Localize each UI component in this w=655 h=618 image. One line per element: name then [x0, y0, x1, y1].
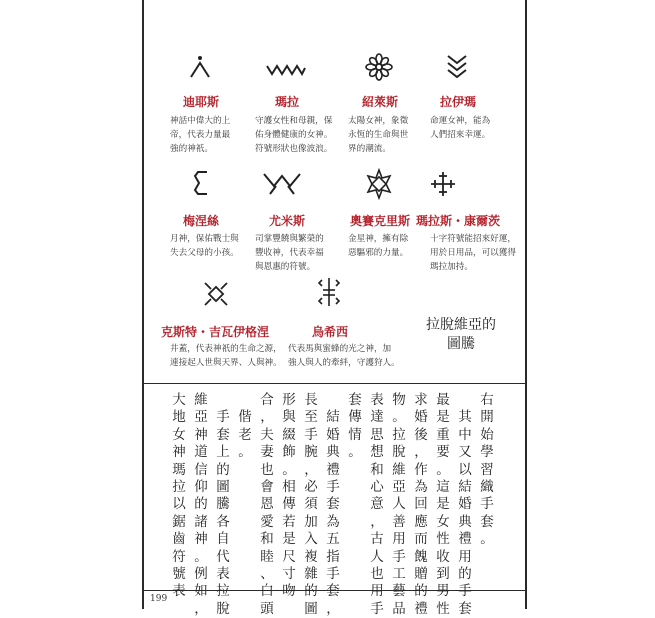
caret-icon: [188, 55, 212, 79]
deity-name-8: 克斯特・吉瓦伊格涅: [160, 325, 270, 339]
text-column: 偕 老 。: [238, 409, 252, 461]
deity-name-5: 尤米斯: [268, 214, 306, 228]
deity-desc-5: 司掌豐饒與繁榮的 豐收神，代表幸福 與恩惠的符號。: [255, 234, 324, 272]
deity-desc-2: 太陽女神，象徵 永恆的生命與世 界的潮流。: [348, 116, 409, 154]
text-column: 合 ， 夫 妻 也 會 恩 愛 和 睦 、 白 頭: [260, 392, 274, 617]
bracket-icon: [193, 170, 209, 196]
deity-desc-0: 神話中偉大的上 帝，代表力量最 強的神祇。: [170, 116, 231, 154]
deity-name-7: 瑪拉斯・康爾茨: [415, 214, 501, 228]
deity-name-1: 瑪拉: [274, 95, 300, 109]
text-column: 其 中 又 以 結 婚 典 禮 用 的 手 套: [458, 409, 472, 617]
deity-name-4: 梅涅絲: [182, 214, 220, 228]
frame-divider: [143, 383, 526, 384]
page-number: 199: [150, 594, 168, 604]
wave-icon: [266, 62, 306, 76]
text-column: 套 傳 情 。: [348, 392, 362, 461]
text-column: 大 地 女 神 瑪 拉 以 鋸 齒 符 號 表: [172, 392, 186, 600]
cross-icon: [429, 170, 457, 198]
flower-icon: [365, 53, 393, 81]
deity-name-0: 迪耶斯: [182, 95, 220, 109]
frame-left-border: [142, 0, 144, 609]
text-column: 形 與 綴 飾 。 相 傳 若 是 尺 寸 吻: [282, 392, 296, 600]
text-column: 長 至 手 腕 ， 必 須 加 入 複 雜 的 圖: [304, 392, 318, 617]
text-column: 手 套 上 的 圖 騰 各 自 代 表 拉 脫: [216, 409, 230, 617]
deity-name-3: 拉伊瑪: [439, 95, 477, 109]
text-column: 結 婚 典 禮 手 套 為 五 指 手 套 ，: [326, 409, 340, 617]
text-column: 維 亞 神 道 信 仰 的 諸 神 。 例 如 ，: [194, 392, 208, 617]
deity-desc-8: 井蓋，代表神祇的生命之源， 連接起人世與天界、人與神。: [170, 344, 282, 368]
deity-name-9: 烏希西: [311, 325, 349, 339]
deity-name-6: 奧賽克里斯: [349, 214, 411, 228]
diamond-cross-icon: [203, 281, 229, 307]
chevrons-icon: [446, 54, 468, 80]
text-column: 物 。 拉 脫 維 亞 人 善 用 手 工 藝 品: [392, 392, 406, 617]
deity-desc-1: 守護女性和母親，保 佑身體健康的女神。 符號形狀也像波浪。: [255, 116, 333, 154]
text-column: 右 開 始 學 習 織 手 套 。: [480, 392, 494, 548]
deity-desc-4: 月神，保佑戰士與 失去父母的小孩。: [170, 234, 239, 258]
deity-desc-9: 代表馬與蜜蜂的光之神，加 強人與人的牽絆，守護狩人。: [288, 344, 400, 368]
deity-desc-6: 金星神，擁有除 惡驅邪的力量。: [348, 234, 409, 258]
star-icon: [363, 168, 395, 200]
bee-icon: [317, 276, 341, 308]
deity-desc-3: 命運女神，能為 人們招來幸運。: [430, 116, 491, 140]
section-title: 拉脫維亞的 圖騰: [426, 317, 496, 352]
crossed-wave-icon: [262, 170, 302, 196]
text-column: 最 是 重 要 。 這 是 女 性 收 到 男 性: [436, 392, 450, 617]
deity-desc-7: 十字符號能招來好運， 用於日用品，可以獲得 瑪拉加持。: [430, 234, 516, 272]
text-column: 表 達 思 想 和 心 意 ， 古 人 也 用 手: [370, 392, 384, 617]
frame-right-border: [525, 0, 527, 609]
deity-name-2: 紹萊斯: [361, 95, 399, 109]
text-column: 求 婚 後 ， 作 為 回 應 而 餽 贈 的 禮: [414, 392, 428, 617]
